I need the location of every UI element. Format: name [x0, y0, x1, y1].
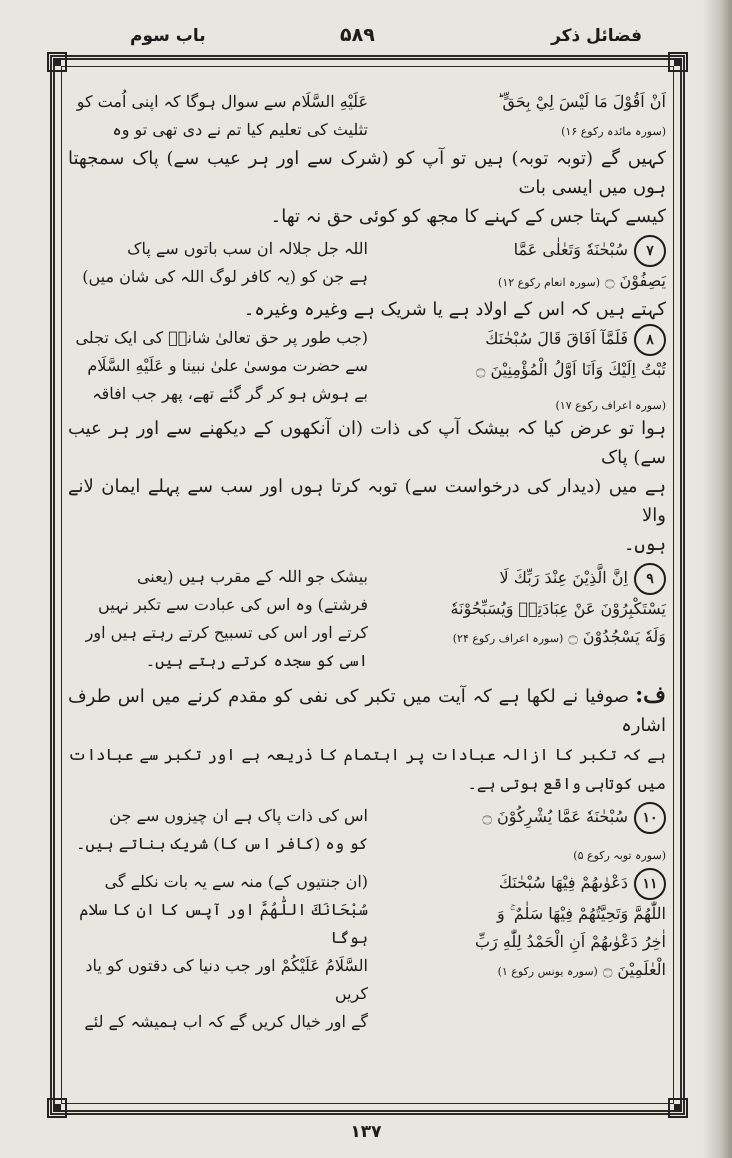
text-line: کرتے اور اس کی تسبیح کرتے رہتے ہیں اور: [85, 623, 368, 642]
arabic-line: يَصِفُوْنَ ۝: [605, 271, 666, 290]
verse-number-badge: ۹: [634, 563, 666, 595]
paragraph-line: ہے کہ تکبر کا ازالہ عبادات پر اہتمام کا ذریعہ ہے اور تکبر سے عبادات میں کوتاہی واقع ہوتی ہے۔: [68, 745, 666, 793]
text-line: عَلَيْهِ السَّلَام سے سوال ہوگا کہ اپنی اُمت کو: [76, 92, 368, 111]
verse-block-9: [68, 563, 666, 675]
arabic-verse: [386, 868, 666, 984]
verse-block-1-cont: [68, 116, 666, 144]
verse-number-badge: ۱۰: [634, 802, 666, 834]
text-line: فرشتے) وہ اس کی عبادت سے تکبر نہیں: [98, 595, 368, 614]
corner-ornament-icon: [45, 50, 69, 74]
paragraph-line: ہوں۔: [623, 534, 666, 555]
paragraph-line: کہتے ہیں کہ اس کے اولاد ہے یا شریک ہے وغیرہ وغیرہ۔: [243, 299, 666, 320]
arabic-line: دَعْوٰىهُمْ فِيْهَا سُبْحٰنَكَ: [498, 873, 628, 892]
arabic-line: سُبْحٰنَهٗ وَتَعٰلٰى عَمَّا: [513, 240, 628, 259]
urdu-translation: [68, 324, 368, 408]
surah-reference: (سورہ مائدہ رکوع ۱۶): [561, 125, 666, 138]
arabic-line: فَلَمَّآ اَفَاقَ قَالَ سُبْحٰنَكَ: [485, 329, 628, 348]
arabic-line: يَسْتَكْبِرُوْنَ عَنْ عِبَادَتِهٖ وَيُسَبِّحُوْنَهٗ: [450, 599, 666, 618]
arabic-line: اٰخِرُ دَعْوٰىهُمْ اَنِ الْحَمْدُ لِلّٰهِ رَبِّ: [474, 932, 666, 951]
surah-reference: (سورہ انعام رکوع ۱۲): [498, 276, 600, 289]
verse-block-8: [68, 324, 666, 414]
text-line: السَّلَامُ عَلَيْكُمْ اور جب دنیا کی دقتوں کو یاد کریں: [85, 956, 368, 1003]
arabic-line: وَلَهٗ يَسْجُدُوْنَ ۝: [568, 627, 666, 646]
text-line: صوفیا نے لکھا ہے کہ آیت میں تکبر کی نفی کو مقدم کرنے میں اس طرف اشارہ: [68, 686, 666, 736]
arabic-verse: اَنْ اَقُوْلَ مَا لَيْسَ لِيْ بِحَقٍّ ؕ: [497, 92, 666, 111]
surah-reference: (سورہ توبہ رکوع ۵): [573, 849, 666, 862]
arabic-verse: [386, 235, 666, 295]
text-line: سُبْحَانَكَ اللّٰهُمَّ اور آپس کا ان کا سلام ہوگا: [79, 900, 368, 947]
arabic-line: اِنَّ الَّذِيْنَ عِنْدَ رَبِّكَ لَا: [499, 568, 628, 587]
verse-number-badge: ۷: [634, 235, 666, 267]
arabic-line: تُبْتُ اِلَيْكَ وَاَنَا اَوَّلُ الْمُؤْمِنِيْنَ ۝: [476, 360, 666, 379]
book-title: فضائل ذکر: [551, 26, 642, 46]
verse-number-badge: ۱۱: [634, 868, 666, 900]
header-page-number: ۵۸۹: [340, 24, 375, 46]
chapter-title: باب سوم: [130, 26, 206, 46]
arabic-verse: [386, 563, 666, 651]
text-line: کو وہ (کافر اس کا) شریک بناتے ہیں۔: [76, 834, 368, 853]
arabic-line: الْعٰلَمِيْنَ ۝: [602, 960, 666, 979]
text-line: اللہ جل جلالہ ان سب باتوں سے پاک: [127, 239, 368, 258]
corner-ornament-icon: [45, 1096, 69, 1120]
verse-block-10: [68, 802, 666, 864]
urdu-translation: [68, 563, 368, 675]
text-line: (جب طور پر حق تعالیٰ شانہٗ کی ایک تجلی: [75, 328, 368, 347]
text-line: ہے جن کو (یہ کافر لوگ اللہ کی شان میں): [82, 267, 368, 286]
arabic-verse: [386, 802, 666, 864]
text-line: بے ہوش ہو کر گر گئے تھے، پھر جب افاقہ: [92, 384, 368, 403]
paragraph-line: کہیں گے (توبہ توبہ) ہیں تو آپ کو (شرک سے اور ہر عیب سے) پاک سمجھتا ہوں میں ایسی بات: [68, 148, 666, 198]
arabic-line: اللّٰهُمَّ وَتَحِيَّتُهُمْ فِيْهَا سَلٰمٌ ۚ وَ: [497, 904, 666, 923]
verse-block-7: [68, 235, 666, 295]
text-line: بیشک جو اللہ کے مقرب ہیں (یعنی: [136, 567, 368, 586]
corner-ornament-icon: [666, 50, 690, 74]
note-label: ف:: [635, 682, 666, 708]
corner-ornament-icon: [666, 1096, 690, 1120]
surah-reference: (سورہ اعراف رکوع ۲۴): [452, 632, 564, 645]
paragraph-line: ہوا تو عرض کیا کہ بیشک آپ کی ذات (ان آنکھوں کے دیکھنے سے اور ہر عیب سے) پاک: [68, 418, 666, 468]
page-header: [130, 20, 642, 60]
surah-reference: (سورہ اعراف رکوع ۱۷): [555, 399, 666, 412]
verse-number-badge: ۸: [634, 324, 666, 356]
arabic-line: سُبْحٰنَهٗ عَمَّا يُشْرِكُوْنَ ۝: [482, 807, 628, 826]
surah-reference: (سورہ یونس رکوع ۱): [497, 965, 598, 978]
book-spine-shadow: [702, 0, 732, 1158]
paragraph-line: کیسے کہتا جس کے کہنے کا مجھ کو کوئی حق نہ تھا۔: [270, 206, 666, 227]
urdu-translation: [68, 88, 368, 116]
text-line: تثلیث کی تعلیم کیا تم نے دی تھی تو وہ: [112, 120, 368, 139]
urdu-translation: [68, 868, 368, 1036]
paragraph-line: ہے میں (دیدار کی درخواست سے) توبہ کرتا ہوں اور سب سے پہلے ایمان لانے والا: [68, 476, 666, 526]
text-line: اس کی ذات پاک ہے ان چیزوں سے جن: [109, 806, 368, 825]
urdu-translation: [68, 235, 368, 291]
text-line: گے اور خیال کریں گے کہ اب ہمیشہ کے لئے: [84, 1012, 368, 1031]
footer-page-number: ۱۳۷: [350, 1122, 382, 1142]
verse-block-11: [68, 868, 666, 1036]
text-line: (ان جنتیوں کے) منہ سے یہ بات نکلے گی: [104, 872, 368, 891]
text-line: اسی کو سجدہ کرتے رہتے ہیں۔: [145, 651, 368, 670]
verse-block-1: [68, 88, 666, 116]
arabic-verse: [386, 324, 666, 414]
urdu-translation: [68, 802, 368, 858]
page-content: [68, 88, 666, 1098]
note-paragraph: [68, 681, 666, 740]
text-line: سے حضرت موسیٰ علیٰ نبینا و عَلَيْهِ السَّلَام: [87, 356, 368, 375]
